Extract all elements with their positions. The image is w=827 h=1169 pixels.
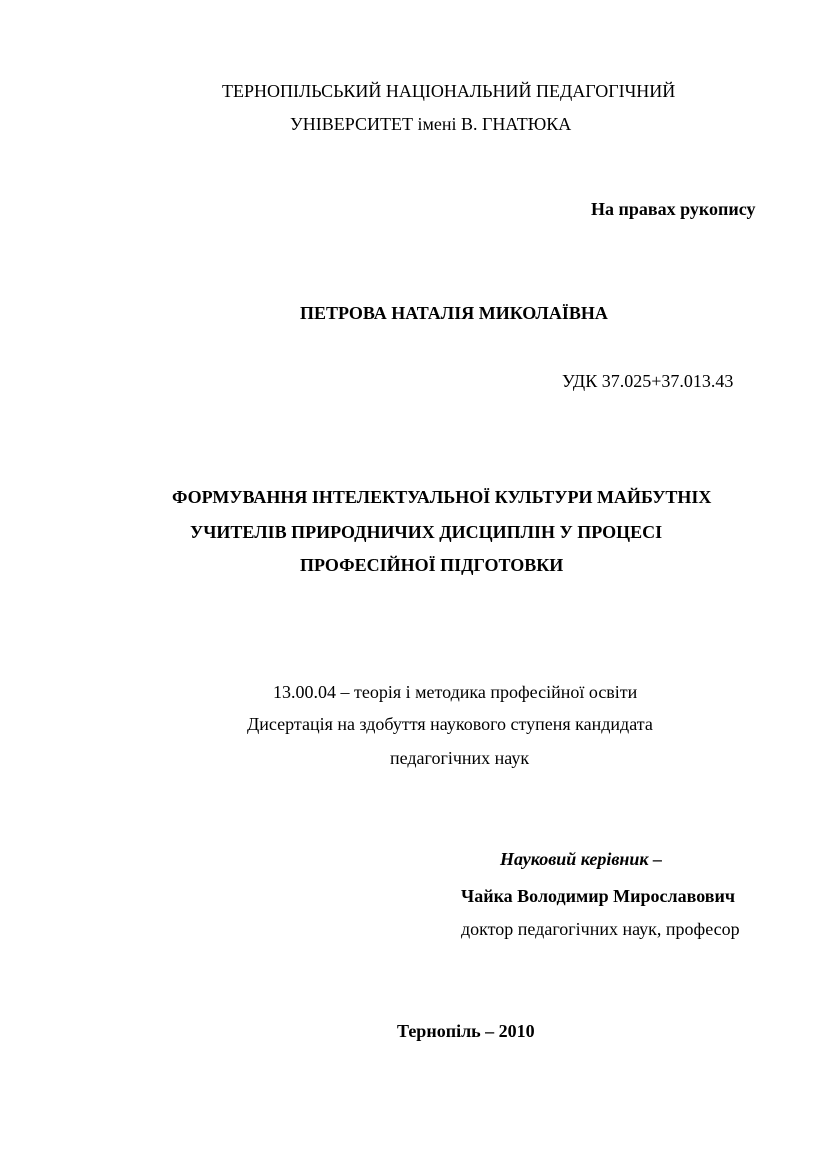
- dissertation-title-line-2: УЧИТЕЛІВ ПРИРОДНИЧИХ ДИСЦИПЛІН У ПРОЦЕСІ: [190, 522, 663, 542]
- university-name-line-1: ТЕРНОПІЛЬСЬКИЙ НАЦІОНАЛЬНИЙ ПЕДАГОГІЧНИЙ: [222, 81, 676, 101]
- supervisor-degree: доктор педагогічних наук, професор: [461, 919, 740, 939]
- supervisor-heading: Науковий керівник –: [500, 849, 662, 869]
- udc-code: УДК 37.025+37.013.43: [562, 371, 734, 391]
- degree-sought-line-2: педагогічних наук: [390, 748, 530, 768]
- degree-sought-line-1: Дисертація на здобуття наукового ступеня кандидата: [247, 714, 653, 734]
- supervisor-name: Чайка Володимир Мирославович: [461, 886, 735, 906]
- author-name: ПЕТРОВА НАТАЛІЯ МИКОЛАЇВНА: [300, 303, 608, 323]
- dissertation-title-line-3: ПРОФЕСІЙНОЇ ПІДГОТОВКИ: [300, 555, 564, 575]
- manuscript-note: На правах рукопису: [591, 199, 756, 219]
- university-name-line-2: УНІВЕРСИТЕТ імені В. ГНАТЮКА: [290, 114, 572, 134]
- specialty-code: 13.00.04 – теорія і методика професійної освіти: [273, 682, 638, 702]
- city-year: Тернопіль – 2010: [397, 1021, 535, 1041]
- dissertation-title-line-1: ФОРМУВАННЯ ІНТЕЛЕКТУАЛЬНОЇ КУЛЬТУРИ МАЙБУТНІХ: [172, 487, 712, 507]
